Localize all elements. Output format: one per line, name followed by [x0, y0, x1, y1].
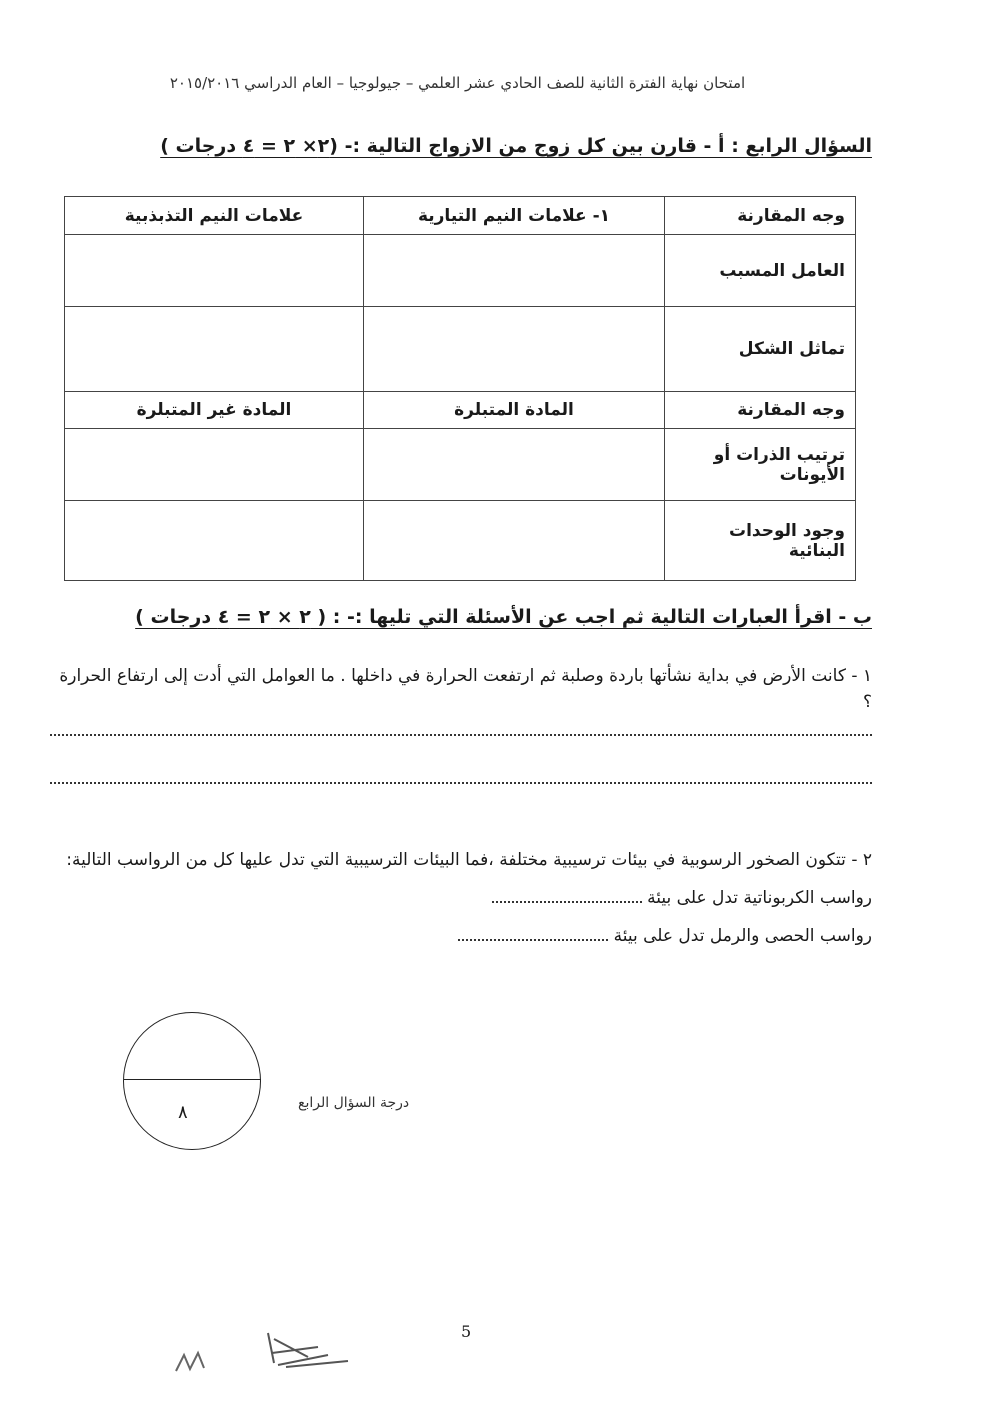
handwritten-signature-icon — [168, 1325, 363, 1385]
row-label-building-units: وجود الوحدات البنائية — [665, 501, 856, 581]
score-value: ٨ — [178, 1102, 188, 1123]
answer-cell[interactable] — [364, 235, 665, 307]
row-label-cause: العامل المسبب — [665, 235, 856, 307]
table2-header-row — [65, 392, 856, 429]
sub-item-gravel-sand — [52, 917, 872, 955]
score-circle-divider — [124, 1079, 261, 1080]
answer-cell[interactable] — [65, 429, 364, 501]
answer-cell[interactable] — [65, 235, 364, 307]
table1-header-current-ripples: ١- علامات النيم التيارية — [364, 197, 665, 235]
answer-line[interactable] — [492, 889, 642, 903]
sub-item-carbonate-text: رواسب الكربوناتية تدل على بيئة — [647, 888, 872, 908]
answer-line[interactable] — [50, 733, 872, 736]
table1-header-row — [65, 197, 856, 235]
sub-item-carbonate — [52, 879, 872, 917]
exam-header: امتحان نهاية الفترة الثانية للصف الحادي عشر العلمي – جيولوجيا – العام الدراسي ٢٠١٥/٢٠١٦ — [169, 74, 746, 92]
score-label: درجة السؤال الرابع — [298, 1095, 410, 1111]
answer-cell[interactable] — [364, 307, 665, 392]
question-item-2 — [52, 841, 872, 955]
question-item-2-text: ٢ - تتكون الصخور الرسوبية في بيئات ترسيبية مختلفة ،فما البيئات الترسيبية التي تدل عليها كل من الرواسب التالية: — [66, 850, 872, 870]
answer-line[interactable] — [458, 927, 608, 941]
row-label-symmetry: تماثل الشكل — [665, 307, 856, 392]
row-label-atom-arrangement: ترتيب الذرات أو الأيونات — [665, 429, 856, 501]
table1-header-aspect: وجه المقارنة — [665, 197, 856, 235]
comparison-table — [64, 196, 856, 581]
answer-cell[interactable] — [364, 501, 665, 581]
question4-a-title: السؤال الرابع : أ - قارن بين كل زوج من الازواج التالية :- (٢× ٢ = ٤ درجات ) — [160, 135, 872, 157]
table-row — [65, 429, 856, 501]
page-number: 5 — [461, 1322, 472, 1341]
sub-item-gravel-sand-text: رواسب الحصى والرمل تدل على بيئة — [613, 926, 872, 946]
table-row — [65, 501, 856, 581]
table1-header-oscillation-ripples: علامات النيم التذبذبية — [65, 197, 364, 235]
table2-header-crystalline: المادة المتبلرة — [364, 392, 665, 429]
table2-header-aspect: وجه المقارنة — [665, 392, 856, 429]
table2-header-noncrystalline: المادة غير المتبلرة — [65, 392, 364, 429]
question4-b-title: ب - اقرأ العبارات التالية ثم اجب عن الأسئلة التي تليها :- : ( ٢ × ٢ = ٤ درجات ) — [135, 606, 872, 628]
table-row — [65, 235, 856, 307]
answer-cell[interactable] — [364, 429, 665, 501]
table-row — [65, 307, 856, 392]
answer-cell[interactable] — [65, 307, 364, 392]
answer-cell[interactable] — [65, 501, 364, 581]
answer-line[interactable] — [50, 781, 872, 784]
score-circle — [123, 1012, 261, 1150]
question-item-1: ١ - كانت الأرض في بداية نشأتها باردة وصلبة ثم ارتفعت الحرارة في داخلها . ما العوامل التي أدت إلى ارتفاع الحرارة ؟ — [59, 666, 872, 712]
